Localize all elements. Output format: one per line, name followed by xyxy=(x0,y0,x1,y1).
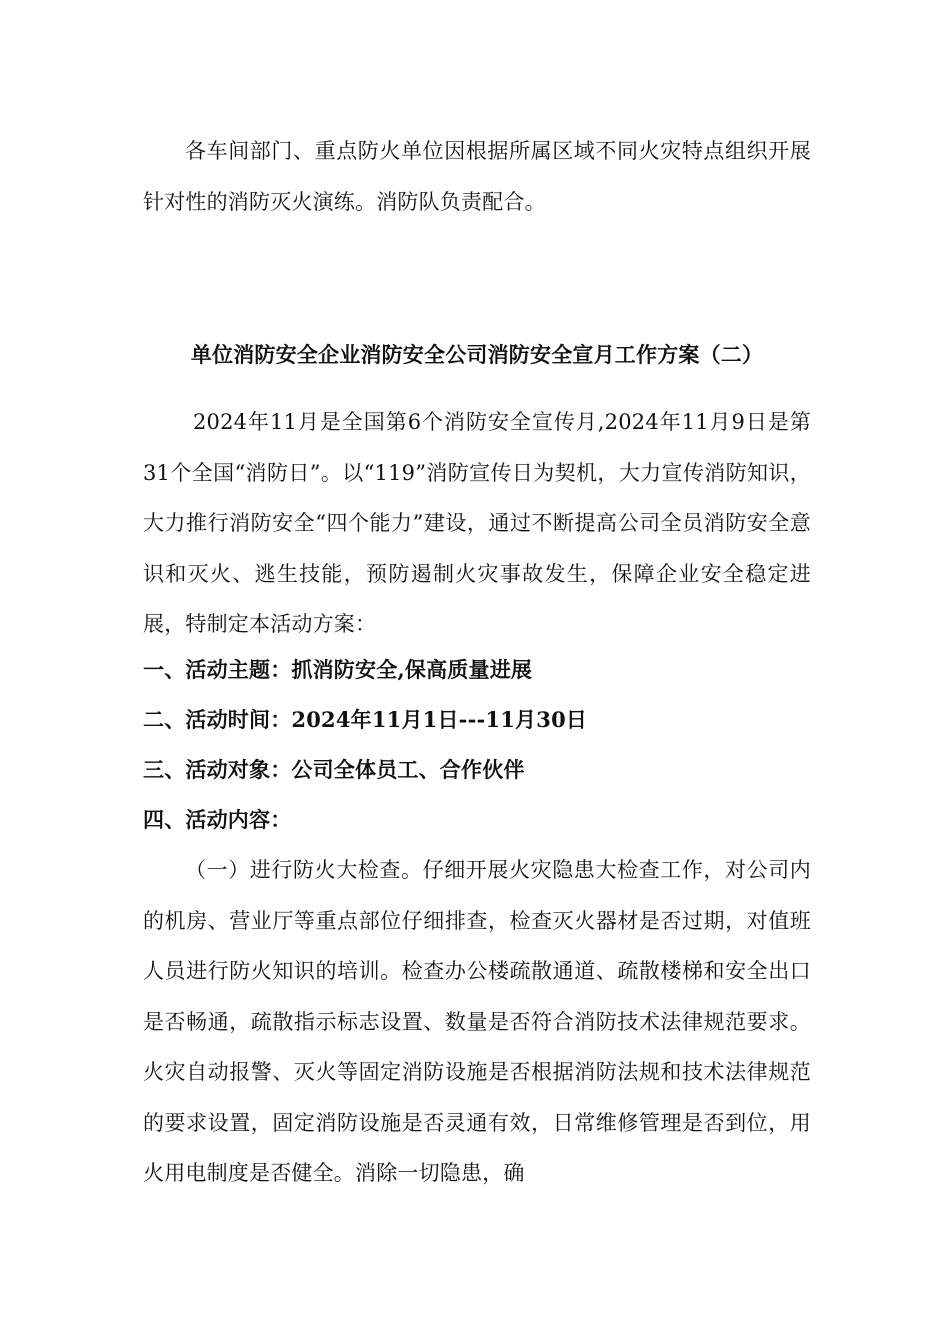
document-title: 单位消防安全企业消防安全公司消防安全宣月工作方案（二） xyxy=(190,342,764,367)
section-heading-time: 二、活动时间：2024年11月1日---11月30日 xyxy=(143,707,588,732)
item-one-paragraph: （一）进行防火大检查。仔细开展火灾隐患大检查工作，对公司内的机房、营业厅等重点部位仔细排查，检查灭火器材是否过期，对值班人员进行防火知识的培训。检查办公楼疏散通道、疏散楼梯和安全出口是否畅通，疏散指示标志设置、数量是否符合消防技术法律规范要求。火灾自动报警、灭火等固定消防设施是否根据消防法规和技术法律规范的要求设置，固定消防设施是否灵通有效，日常维修管理是否到位，用火用电制度是否健全。消除一切隐患，确 xyxy=(143,858,811,1185)
section-heading-target: 三、活动对象：公司全体员工、合作伙伴 xyxy=(143,757,525,782)
section-heading-content: 四、活动内容： xyxy=(143,807,292,832)
opening-paragraph: 2024年11月是全国第6个消防安全宣传月,2024年11月9日是第31个全国“消防日”。以“119”消防宣传日为契机，大力宣传消防知识，大力推行消防安全“四个能力”建设，通过不断提高公司全员消防安全意识和灭火、逃生技能，预防遏制火灾事故发生，保障企业安全稳定进展，特制定本活动方案： xyxy=(143,410,811,636)
intro-paragraph: 各车间部门、重点防火单位因根据所属区域不同火灾特点组织开展针对性的消防灭火演练。消防队负责配合。 xyxy=(143,139,811,214)
section-heading-theme: 一、活动主题：抓消防安全,保高质量进展 xyxy=(143,657,533,682)
